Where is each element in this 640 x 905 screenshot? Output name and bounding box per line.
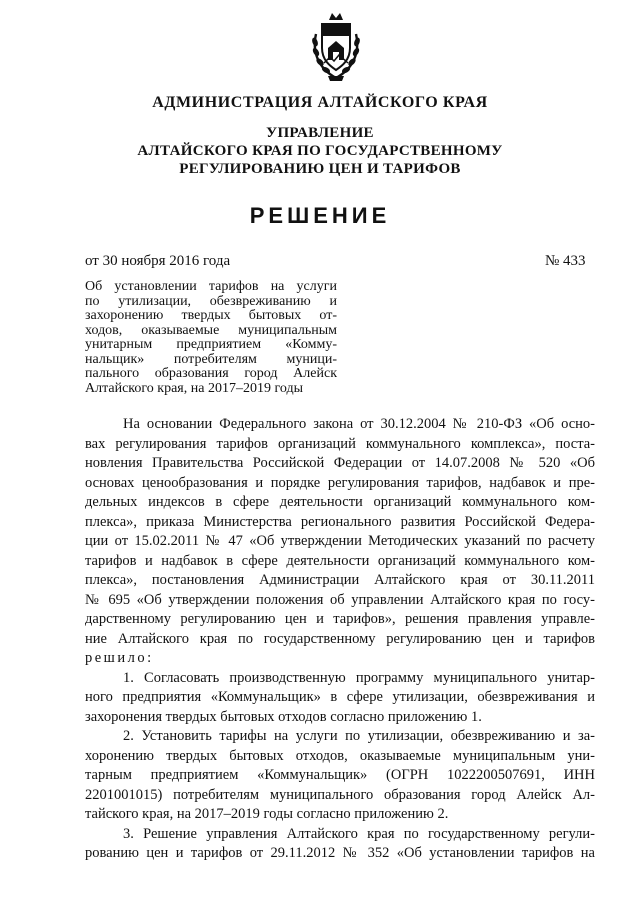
body-line-resolved: решило: xyxy=(85,650,154,666)
body-line: ции от 15.02.2011 № 47 «Об утверждении Методических указаний по расчету xyxy=(85,533,595,549)
body-line: хоронению твердых бытовых отходов, оказываемые муниципальным уни- xyxy=(85,747,595,764)
body-line: плекса», постановления Администрации Алтайского края от 30.11.2011 xyxy=(85,572,595,588)
body-line: На основании Федерального закона от 30.12.2004 № 210-ФЗ «Об осно- xyxy=(123,416,595,432)
subject-line: захоронению твердых бытовых от- xyxy=(85,308,337,323)
body-line: тарным предприятием «Коммунальщик» (ОГРН 1022200507691, ИНН xyxy=(85,767,595,783)
body-line: дельных индексов в сфере деятельности организаций коммунального ком- xyxy=(85,494,595,510)
body-line: основах ценообразования и порядке регулирования тарифов, надбавок и пре- xyxy=(85,474,595,491)
body-line: ние Алтайского края по государственному регулированию цен и тарифов xyxy=(85,630,595,647)
department-line: УПРАВЛЕНИЕ xyxy=(266,125,374,141)
document-number: № 433 xyxy=(545,253,586,269)
document-type-title: РЕШЕНИЕ xyxy=(249,203,391,228)
body-line: вах регулирования тарифов организаций коммунального комплекса», поста- xyxy=(85,435,595,452)
subject-line: пального образования город Алейск xyxy=(85,366,337,381)
administration-title: АДМИНИСТРАЦИЯ АЛТАЙСКОГО КРАЯ xyxy=(152,94,488,111)
document-body xyxy=(85,415,595,864)
department-line: АЛТАЙСКОГО КРАЯ ПО ГОСУДАРСТВЕННОМУ xyxy=(137,143,503,159)
subject-line: Алтайского края, на 2017–2019 годы xyxy=(85,380,303,396)
subject-line: Об установлении тарифов на услуги xyxy=(85,279,337,294)
subject-line: по утилизации, обезвреживанию и xyxy=(85,293,337,309)
body-line: плекса», приказа Министерства регионального развития Российской Федера- xyxy=(85,513,595,530)
subject-line: унитарным предприятием «Комму- xyxy=(85,337,337,352)
body-line: захоронения твердых бытовых отходов согласно приложению 1. xyxy=(85,708,482,725)
subject-line: ходов, оказываемые муниципальным xyxy=(85,322,337,338)
department-line: РЕГУЛИРОВАНИЮ ЦЕН И ТАРИФОВ xyxy=(179,161,461,177)
body-line: тарифов и надбавок в сфере деятельности организаций коммунального ком- xyxy=(85,552,595,569)
subject-block xyxy=(85,280,337,396)
body-line: 1. Согласовать производственную программу муниципального унитар- xyxy=(123,669,595,686)
body-line: ного предприятия «Коммунальщик» в сфере утилизации, обезвреживания и xyxy=(85,689,595,705)
document-date: от 30 ноября 2016 года xyxy=(85,253,231,269)
body-line: новления Правительства Российской Федерации от 14.07.2008 № 520 «Об xyxy=(85,455,595,471)
body-line: рованию цен и тарифов от 29.11.2012 № 352 «Об установлении тарифов на xyxy=(85,845,595,861)
coat-of-arms-icon xyxy=(306,8,366,84)
subject-line: нальщик» потребителям муници- xyxy=(85,351,337,367)
body-line: дарственному регулированию цен и тарифов», решения правления управле- xyxy=(85,611,595,627)
body-line: № 695 «Об утверждении положения об управлении Алтайского края по госу- xyxy=(85,591,595,608)
body-line: 2201001015) потребителям муниципального образования город Алейск Ал- xyxy=(85,786,595,803)
body-line: 2. Установить тарифы на услуги по утилизации, обезвреживанию и за- xyxy=(123,728,595,744)
body-line: 3. Решение управления Алтайского края по государственному регули- xyxy=(123,825,595,842)
body-line: тайского края, на 2017–2019 годы согласно приложению 2. xyxy=(85,806,449,822)
